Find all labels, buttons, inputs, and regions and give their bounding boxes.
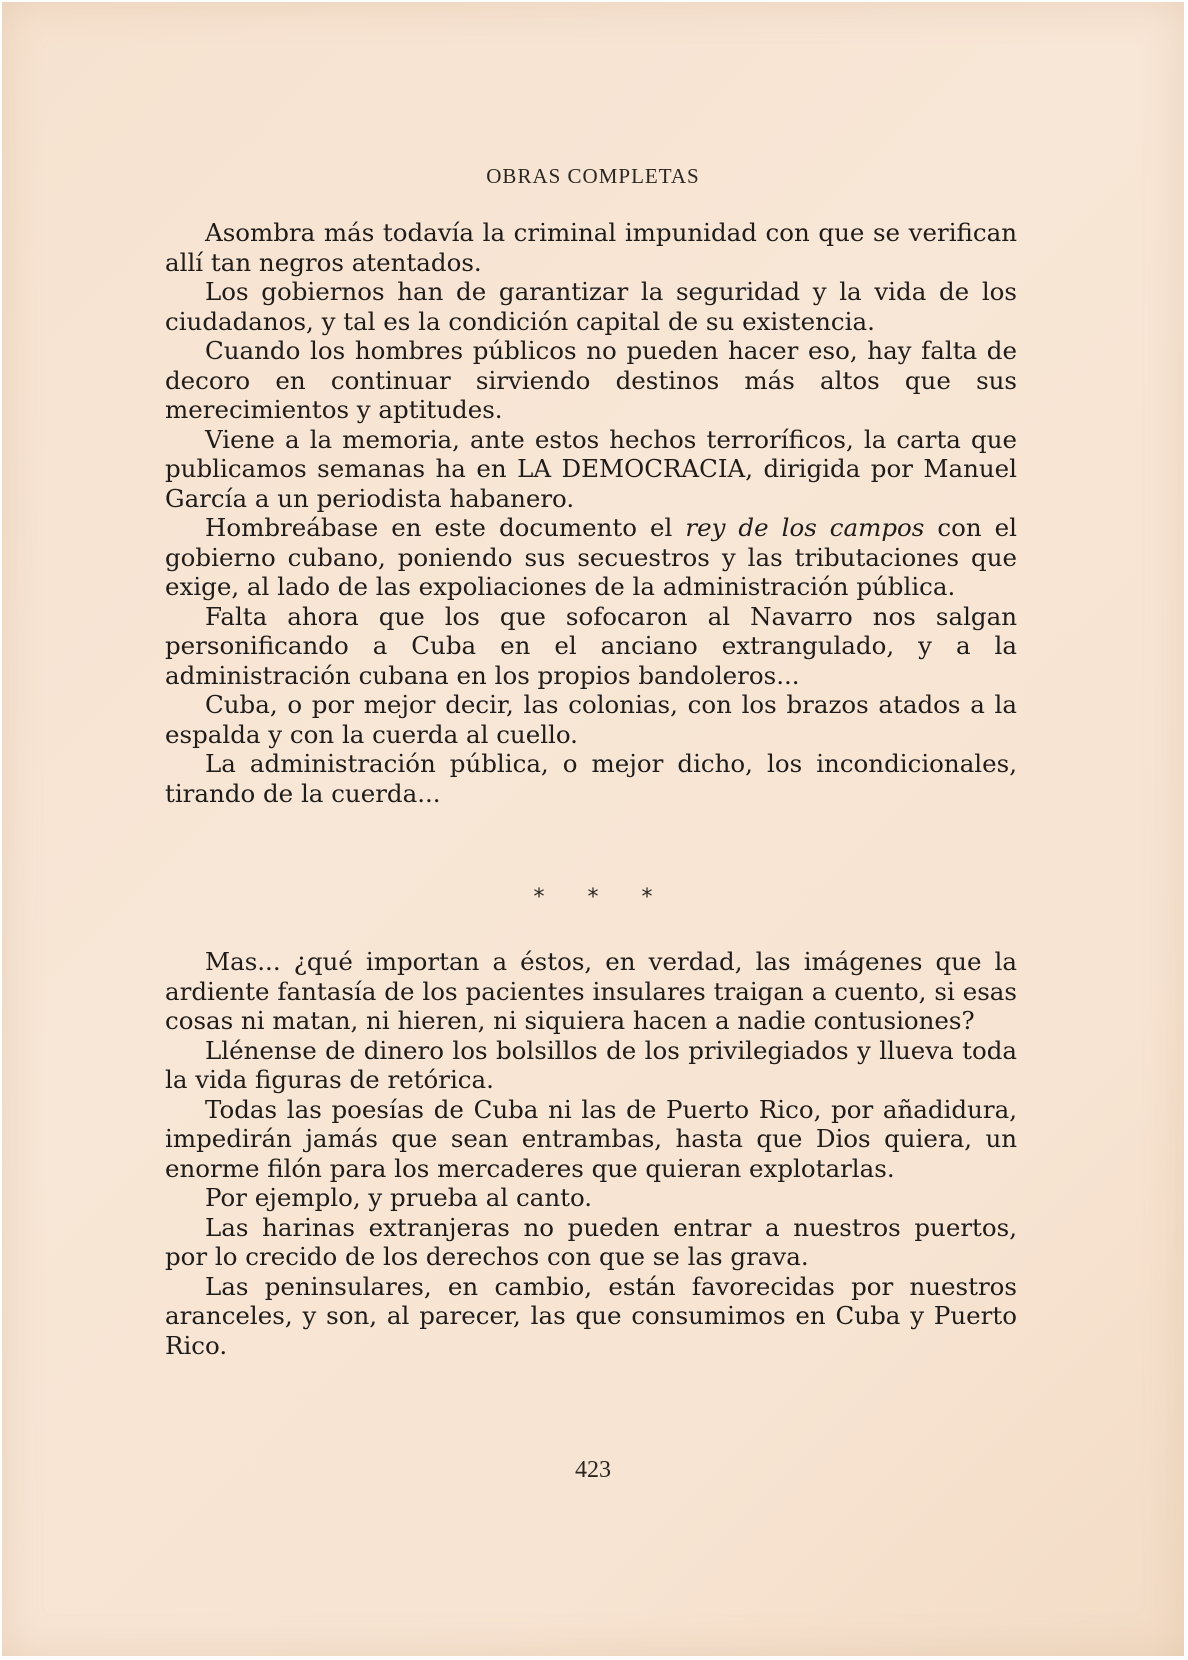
paragraph: La administración pública, o mejor dicho, los incondicionales, tirando de la cuerda... bbox=[165, 749, 1017, 808]
body-text-top bbox=[165, 218, 1017, 808]
paragraph: Falta ahora que los que sofocaron al Navarro nos salgan personificando a Cuba en el anciano extrangulado, y a la administración cubana en los propios bandoleros... bbox=[165, 601, 1017, 690]
body-text-bottom bbox=[165, 947, 1017, 1360]
paragraph: Todas las poesías de Cuba ni las de Puerto Rico, por añadidura, impedirán jamás que sean entrambas, hasta que Dios quiera, un enorme filón para los mercaderes que quieran explotarlas. bbox=[165, 1094, 1017, 1183]
paragraph-text: Hombreábase en este documento el bbox=[205, 513, 686, 542]
paragraph: Mas... ¿qué importan a éstos, en verdad, las imágenes que la ardiente fantasía de los pacientes insulares traigan a cuento, si esas cosas ni matan, ni hieren, ni siquiera hacen a nadie contusiones? bbox=[165, 947, 1017, 1035]
paragraph: Cuando los hombres públicos no pueden hacer eso, hay falta de decoro en continuar sirviendo destinos más altos que sus merecimientos y aptitudes. bbox=[165, 336, 1017, 424]
paragraph: Las harinas extranjeras no pueden entrar a nuestros puertos, por lo crecido de los derechos con que se las grava. bbox=[165, 1212, 1017, 1271]
paragraph: Las peninsulares, en cambio, están favorecidas por nuestros aranceles, y son, al parecer, las que consumimos en Cuba y Puerto Rico. bbox=[165, 1271, 1017, 1360]
running-head: OBRAS COMPLETAS bbox=[486, 164, 700, 188]
paragraph: Por ejemplo, y prueba al canto. bbox=[205, 1183, 593, 1212]
italic-phrase: rey de los campos bbox=[685, 513, 925, 542]
book-page bbox=[2, 2, 1184, 1656]
paragraph: Viene a la memoria, ante estos hechos terroríficos, la carta que publicamos semanas ha en LA DEMOCRACIA, dirigida por Manuel García a un periodista habanero. bbox=[165, 424, 1017, 513]
paragraph: Los gobiernos han de garantizar la seguridad y la vida de los ciudadanos, y tal es la condición capital de su existencia. bbox=[165, 277, 1017, 336]
paragraph bbox=[165, 513, 1017, 602]
page-number: 423 bbox=[575, 1457, 611, 1483]
paragraph: Cuba, o por mejor decir, las colonias, con los brazos atados a la espalda y con la cuerda al cuello. bbox=[165, 690, 1017, 749]
paragraph: Llénense de dinero los bolsillos de los privilegiados y llueva toda la vida figuras de retórica. bbox=[165, 1035, 1017, 1094]
section-separator: * * * bbox=[533, 885, 671, 910]
paragraph: Asombra más todavía la criminal impunidad con que se verifican allí tan negros atentados. bbox=[165, 218, 1017, 277]
paragraph-text: con el gobierno cubano, poniendo sus secuestros y las tributaciones que exige, al lado de las expoliaciones de la administración pública. bbox=[165, 513, 1017, 601]
